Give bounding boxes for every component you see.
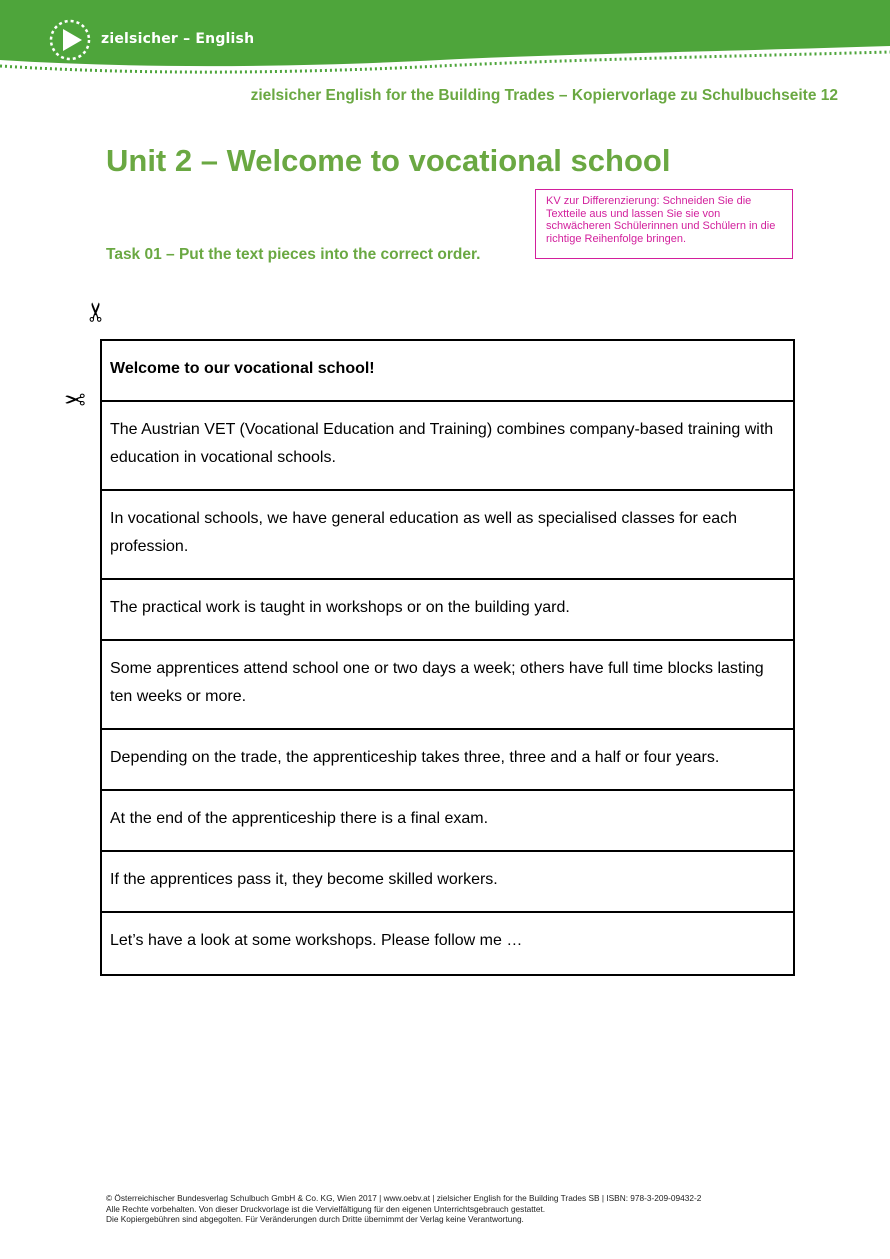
footer-line: © Österreichischer Bundesverlag Schulbuch GmbH & Co. KG, Wien 2017 | www.oebv.at | zielsicher English for the Building Trades SB | ISBN: 978-3-209-09432-2: [106, 1193, 702, 1203]
text-strip: Let’s have a look at some workshops. Please follow me …: [110, 932, 523, 949]
text-strip: Welcome to our vocational school!: [102, 341, 793, 402]
text-strip: At the end of the apprenticeship there is a final exam.: [102, 791, 793, 852]
brand-name: zielsicher – English: [101, 31, 255, 47]
text-strip: If the apprentices pass it, they become skilled workers.: [102, 852, 793, 913]
scissors-icon: ✂: [64, 386, 86, 416]
task-instruction: Task 01 – Put the text pieces into the correct order.: [106, 246, 481, 263]
scissors-icon: ✂: [81, 301, 112, 323]
teacher-note: KV zur Differenzierung: Schneiden Sie die Textteile aus und lassen Sie sie von schwächeren Schülerinnen und Schülern in die richtige Reihenfolge bringen.: [535, 189, 793, 259]
footer-line: Alle Rechte vorbehalten. Von dieser Druckvorlage ist die Vervielfältigung für den eigenen Unterrichtsgebrauch gestattet.: [106, 1203, 546, 1214]
copyright-footer: [106, 1193, 701, 1225]
text-strip: The Austrian VET (Vocational Education and Training) combines company-based training with education in vocational schools.: [102, 402, 793, 491]
cut-out-strips: [100, 339, 795, 976]
footer-line: Die Kopiergebühren sind abgegolten. Für Veränderungen durch Dritte übernimmt der Verlag keine Verantwortung.: [106, 1214, 524, 1224]
text-strip: Depending on the trade, the apprenticeship takes three, three and a half or four years.: [102, 730, 793, 791]
page-title: Unit 2 – Welcome to vocational school: [106, 143, 671, 178]
text-strip: In vocational schools, we have general education as well as specialised classes for each profession.: [102, 491, 793, 580]
page-subheader: zielsicher English for the Building Trades – Kopiervorlage zu Schulbuchseite 12: [250, 87, 838, 104]
text-strip: Some apprentices attend school one or two days a week; others have full time blocks lasting ten weeks or more.: [102, 641, 793, 730]
text-strip: The practical work is taught in workshops or on the building yard.: [102, 580, 793, 641]
